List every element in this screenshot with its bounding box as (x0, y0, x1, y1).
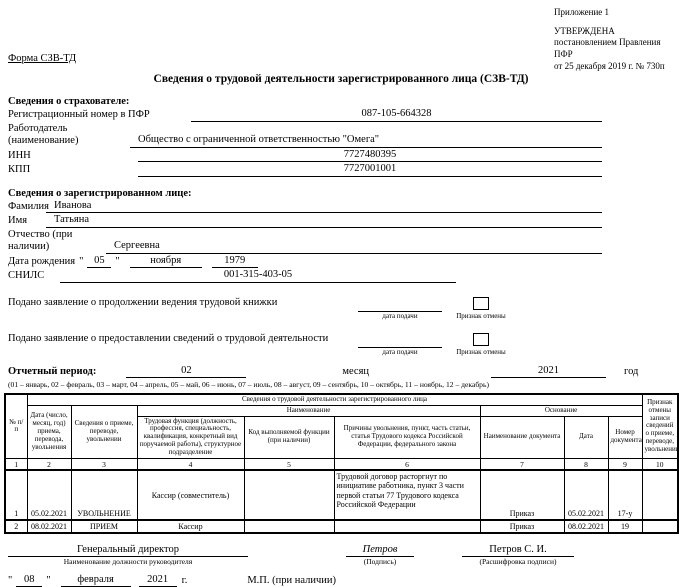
director-position-value: Генеральный директор (8, 543, 248, 557)
signature-group (346, 543, 414, 567)
form-code-label: Форма СЗВ-ТД (8, 53, 77, 64)
col-header-number: № п/п (5, 394, 27, 458)
cell-cancel (642, 520, 678, 533)
approved-date-line: от 25 декабря 2019 г. № 730п (554, 60, 665, 71)
col-header-reason: Причины увольнения, пункт, часть статьи, статья Трудового кодекса Российской Федерации, федерального закона (334, 416, 480, 458)
cell-code (244, 520, 334, 533)
cell-event: ПРИЕМ (71, 520, 137, 533)
birth-month-value: ноября (130, 255, 202, 269)
statement-einfo-text: Подано заявление о предоставлении сведений о трудовой деятельности (8, 332, 329, 344)
group-header-basis: Основание (480, 405, 642, 416)
group-header-name: Наименование (137, 405, 480, 416)
cell-date: 05.02.2021 (27, 470, 71, 520)
snils-label: СНИЛС (8, 270, 45, 281)
employer-value: Общество с ограниченной ответственностью "Омега" (130, 134, 602, 148)
document-title: Сведения о трудовой деятельности зарегистрированного лица (СЗВ-ТД) (153, 73, 529, 85)
cell-doc-name: Приказ (480, 470, 564, 520)
period-year-label: год (624, 365, 639, 377)
reporting-period-row (8, 365, 674, 379)
signing-day-value: 08 (16, 574, 42, 587)
cell-function: Кассир (137, 520, 244, 533)
col-num: 9 (608, 458, 642, 470)
cancel-label: Признак отмены (456, 347, 506, 356)
patronymic-row (8, 229, 674, 254)
close-quote: " (46, 575, 51, 587)
employer-row (8, 123, 674, 148)
patronymic-label: Отчество (при наличии) (8, 228, 73, 252)
year-suffix: г. (181, 575, 188, 587)
regnum-row (8, 108, 674, 122)
table-row (5, 520, 678, 533)
cell-doc-date: 05.02.2021 (564, 470, 608, 520)
open-quote: " (8, 575, 13, 587)
statement-workbook-row (8, 297, 674, 320)
approval-block (554, 7, 679, 72)
open-quote: " (79, 255, 84, 267)
cell-doc-num: 19 (608, 520, 642, 533)
director-position-label: Наименование должности руководителя (63, 557, 193, 567)
signature-name-group (462, 543, 574, 567)
signing-date-row (8, 574, 674, 587)
col-header-event: Сведения о приеме, переводе, увольнении (71, 405, 137, 458)
regnum-value: 087-105-664328 (191, 108, 602, 122)
signature-name-label: (Расшифровка подписи) (479, 557, 557, 567)
col-num: 4 (137, 458, 244, 470)
period-year-value: 2021 (491, 365, 606, 379)
col-num: 8 (564, 458, 608, 470)
signing-year-value: 2021 (139, 574, 177, 587)
col-num: 5 (244, 458, 334, 470)
cell-no: 1 (5, 470, 27, 520)
statement-workbook-date (358, 300, 442, 320)
statement-einfo-row (8, 333, 674, 356)
surname-row (8, 200, 674, 214)
col-num: 6 (334, 458, 480, 470)
birth-day-value: 05 (87, 255, 111, 269)
surname-label: Фамилия (8, 200, 49, 212)
cancel-checkbox[interactable] (473, 297, 489, 310)
birthdate-label: Дата рождения (8, 255, 76, 267)
kpp-value: 7727001001 (138, 163, 602, 177)
period-month-label: месяц (342, 365, 370, 377)
signature-value: Петров (346, 543, 414, 557)
cell-code (244, 470, 334, 520)
col-header-doc-name: Наименование документа (480, 416, 564, 458)
inn-label: ИНН (8, 149, 31, 161)
months-legend: (01 – январь, 02 – февраль, 03 – март, 04 – апрель, 05 – май, 06 – июнь, 07 – июль, 08 – август, 09 – сентябрь, 10 – октябрь, 11 – ноябрь, 12 – декабрь) (8, 380, 489, 389)
col-header-doc-date: Дата (564, 416, 608, 458)
inn-row (8, 149, 674, 163)
statement-einfo-cancel (450, 333, 512, 356)
table-row (5, 470, 678, 520)
table-top-header: Сведения о трудовой деятельности зарегистрированного лица (27, 394, 642, 405)
col-header-date: Дата (число, месяц, год) приема, перевода, увольнения (27, 405, 71, 458)
name-row (8, 214, 674, 228)
insurer-section-heading: Сведения о страхователе: (8, 96, 130, 107)
stamp-placeholder: М.П. (при наличии) (247, 575, 336, 587)
col-num: 7 (480, 458, 564, 470)
close-quote: " (115, 255, 120, 267)
date-filed-label: дата подачи (382, 347, 418, 356)
col-header-cancel: Признак отмены записи сведений о приеме, переводе, увольнении (642, 394, 678, 458)
col-header-code: Код выполняемой функции (при наличии) (244, 416, 334, 458)
statement-einfo-date (358, 336, 442, 356)
cell-function: Кассир (совместитель) (137, 470, 244, 520)
approved-by-line: постановлением Правления ПФР (554, 37, 661, 60)
date-filed-line (358, 300, 442, 312)
date-filed-line (358, 336, 442, 348)
cancel-label: Признак отмены (456, 311, 506, 320)
cell-no: 2 (5, 520, 27, 533)
period-label: Отчетный период: (8, 365, 97, 377)
name-label: Имя (8, 215, 28, 226)
employment-table (4, 393, 679, 534)
kpp-row (8, 163, 674, 177)
cancel-checkbox[interactable] (473, 333, 489, 346)
person-section-heading: Сведения о зарегистрированном лице: (8, 187, 192, 199)
cell-doc-name: Приказ (480, 520, 564, 533)
col-header-function: Трудовая функция (должность, профессия, специальность, квалификация, конкретный вид поручаемой работы), структурное подразделение (137, 416, 244, 458)
cell-reason: Трудовой договор расторгнут по инициативе работника, пункт 3 части первой статьи 77 Трудового кодекса Российской Федерации (334, 470, 480, 520)
signature-label: (Подпись) (363, 557, 397, 567)
snils-row (8, 269, 674, 283)
col-header-doc-num: Номер документа (608, 416, 642, 458)
inn-value: 7727480395 (138, 149, 602, 163)
cell-cancel (642, 470, 678, 520)
col-num: 10 (642, 458, 678, 470)
annex-line: Приложение 1 (554, 7, 610, 17)
date-filed-label: дата подачи (382, 311, 418, 320)
signature-name-value: Петров С. И. (462, 543, 574, 557)
snils-value: 001-315-403-05 (60, 269, 456, 283)
signing-month-value: февраля (61, 574, 131, 587)
period-month-value: 02 (126, 365, 246, 379)
cell-event: УВОЛЬНЕНИЕ (71, 470, 137, 520)
regnum-label: Регистрационный номер в ПФР (8, 109, 150, 120)
cell-date: 08.02.2021 (27, 520, 71, 533)
patronymic-value: Сергеевна (106, 240, 602, 254)
birthdate-row (8, 255, 674, 269)
surname-value: Иванова (46, 200, 602, 214)
col-num: 1 (5, 458, 27, 470)
birth-year-value: 1979 (212, 255, 258, 269)
name-value: Татьяна (46, 214, 602, 228)
statement-workbook-cancel (450, 297, 512, 320)
cell-doc-num: 17-у (608, 470, 642, 520)
director-position-group (8, 543, 248, 567)
col-num: 2 (27, 458, 71, 470)
cell-doc-date: 08.02.2021 (564, 520, 608, 533)
statement-workbook-text: Подано заявление о продолжении ведения трудовой книжки (8, 296, 278, 308)
kpp-label: КПП (8, 164, 31, 175)
signature-row (8, 543, 674, 567)
cell-reason (334, 520, 480, 533)
employer-label: Работодатель (наименование) (8, 122, 79, 146)
col-num: 3 (71, 458, 137, 470)
approved-line: УТВЕРЖДЕНА (554, 25, 615, 36)
